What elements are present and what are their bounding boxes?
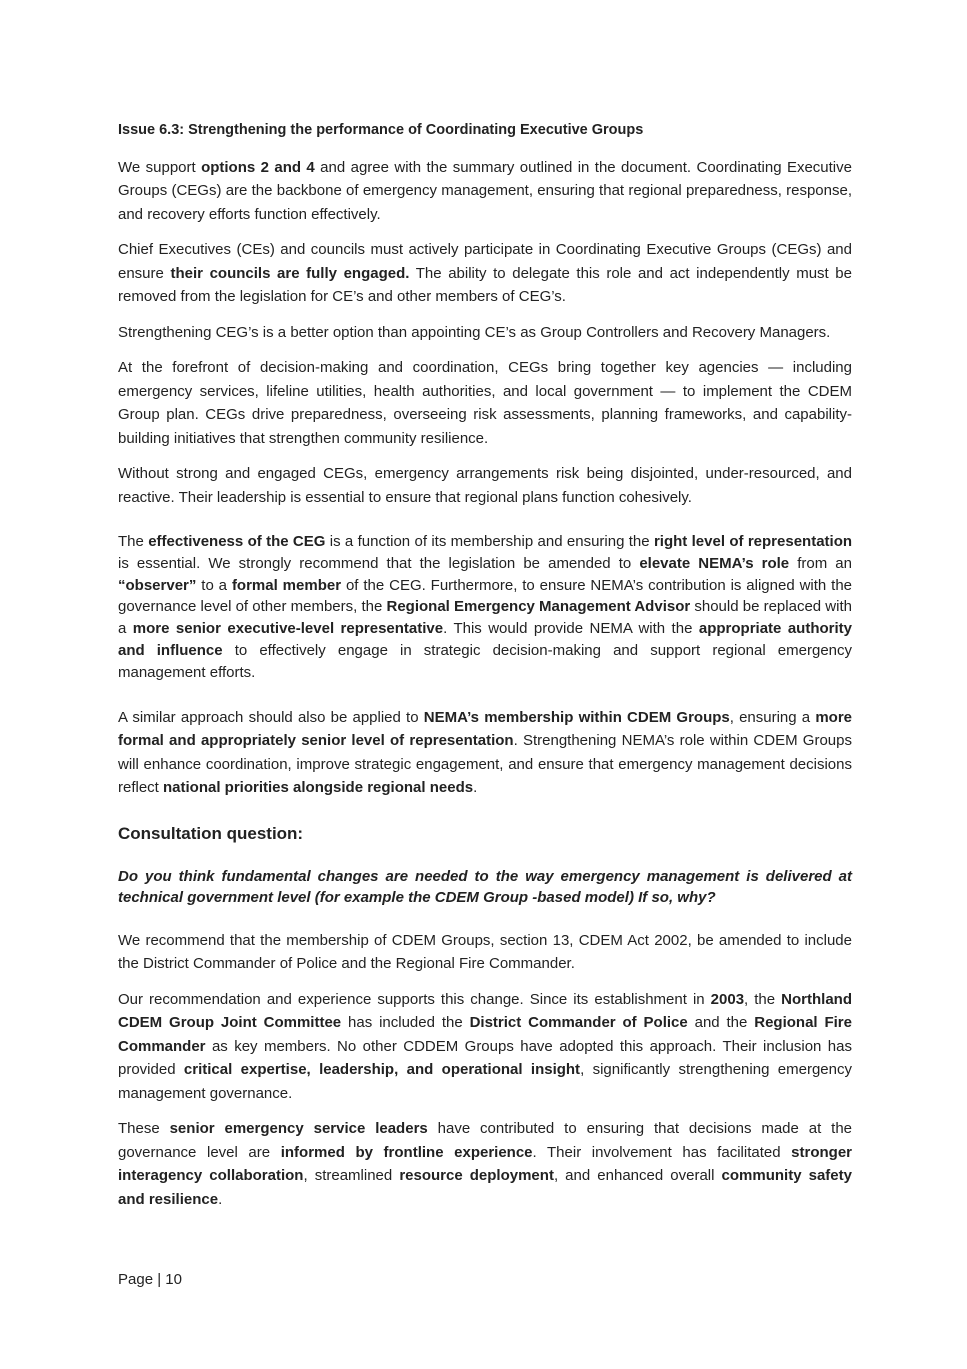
- bold-run: effectiveness of the CEG: [148, 533, 326, 550]
- text-run: , significantly strengthening emergency management governance.: [118, 1061, 852, 1102]
- text-run: . Strengthening NEMA’s role within CDEM Groups will enhance coordination, improve strategic engagement, and ensure that emergency management decisions reflect: [118, 732, 852, 797]
- bold-run: more formal and appropriately senior level of representation: [118, 708, 852, 750]
- text-run: . This would provide NEMA with the: [443, 620, 699, 638]
- text-run: has included the: [341, 1014, 470, 1032]
- bold-run: District Commander of Police: [469, 1014, 688, 1032]
- paragraph-without-strong-cegs: Without strong and engaged CEGs, emergency arrangements risk being disjointed, under-resourced, and reactive. Their leadership is essential to ensure that regional plans function cohesively.: [118, 465, 852, 506]
- text-run: as key members. No other CDDEM Groups have adopted this approach. Their inclusion has provided: [118, 1037, 852, 1079]
- text-run: These: [118, 1120, 170, 1138]
- text-run: The ability to delegate this role and act independently must be removed from the legislation for CE’s and other members of CEG’s.: [118, 264, 852, 305]
- text-run: , streamlined: [303, 1167, 400, 1185]
- bold-run: right level of representation: [653, 533, 853, 550]
- text-run: A similar approach should also be applied to: [118, 708, 424, 726]
- bold-run: resource deployment: [399, 1167, 554, 1185]
- text-run: should be replaced with a: [118, 598, 852, 638]
- paragraph-ceg-effectiveness: [118, 531, 852, 684]
- bold-run: stronger interagency collaboration: [118, 1143, 852, 1185]
- text-run: of the CEG. Furthermore, to ensure NEMA’s contribution is aligned with the governance level of other members, the: [118, 576, 853, 616]
- paragraph-senior-leaders: [118, 1117, 852, 1211]
- consultation-question: Do you think fundamental changes are needed to the way emergency management is delivered at technical government level (for example the CDEM Group -based model) If so, why?: [118, 867, 852, 907]
- bold-run: 2003: [710, 990, 745, 1008]
- paragraph-options-support: [118, 156, 852, 227]
- issue-heading: Issue 6.3: Strengthening the performance of Coordinating Executive Groups: [118, 122, 644, 138]
- paragraph-strengthening-ceg: Strengthening CEG’s is a better option than appointing CE’s as Group Controllers and Recovery Managers.: [118, 323, 831, 341]
- paragraph-recommendation: We recommend that the membership of CDEM Groups, section 13, CDEM Act 2002, be amended to include the District Commander of Police and the Regional Fire Commander.: [118, 931, 852, 973]
- page-number-footer: Page | 10: [118, 1271, 182, 1288]
- text-run: Our recommendation and experience supports this change. Since its establishment in: [118, 990, 711, 1008]
- text-run: to effectively engage in strategic decision-making and support regional emergency management efforts.: [118, 641, 852, 681]
- bold-run: more senior executive-level representative: [132, 620, 444, 638]
- text-run: We support: [118, 158, 202, 176]
- text-run: , the: [744, 990, 782, 1008]
- text-run: is a function of its membership and ensuring the: [325, 533, 654, 550]
- bold-run: Regional Fire Commander: [118, 1014, 852, 1055]
- bold-run: “observer”: [118, 576, 197, 594]
- bold-run: elevate NEMA’s role: [639, 554, 790, 572]
- bold-run: options 2 and 4: [201, 158, 315, 176]
- page-content: [118, 119, 852, 1211]
- bold-run: senior emergency service leaders: [169, 1120, 428, 1138]
- text-run: Chief Executives (CEs) and councils must actively participate in Coordinating Executive Groups (CEGs) and ensure: [118, 241, 852, 282]
- text-run: . Their involvement has facilitated: [532, 1143, 792, 1161]
- text-run: The: [118, 533, 149, 550]
- bold-run: Northland CDEM Group Joint Committee: [118, 990, 852, 1032]
- bold-run: critical expertise, leadership, and operational insight: [183, 1061, 581, 1079]
- text-run: is essential. We strongly recommend that the legislation be amended to: [118, 554, 640, 572]
- bold-run: national priorities alongside regional needs: [163, 779, 474, 797]
- bold-run: formal member: [231, 576, 342, 594]
- text-run: and the: [687, 1014, 755, 1032]
- text-run: have contributed to ensuring that decisions made at the governance level are: [118, 1120, 852, 1161]
- text-run: and agree with the summary outlined in the document. Coordinating Executive Groups (CEGs) are the backbone of emergency management, ensuring that regional preparedness, response, and recovery efforts function effectively.: [118, 158, 852, 223]
- text-run: , ensuring a: [729, 708, 816, 726]
- bold-run: Regional Emergency Management Advisor: [386, 598, 691, 616]
- paragraph-forefront: At the forefront of decision-making and coordination, CEGs bring together key agencies — including emergency services, lifeline utilities, health authorities, and local government — to implement the CDEM Group plan. CEGs drive preparedness, overseeing risk assessments, planning frameworks, and capability-building initiatives that strengthen community resilience.: [118, 359, 852, 447]
- bold-run: their councils are fully engaged.: [170, 264, 410, 282]
- text-run: to a: [196, 576, 232, 594]
- text-run: , and enhanced overall: [553, 1167, 722, 1185]
- bold-run: informed by frontline experience: [280, 1143, 533, 1161]
- paragraph-northland-experience: [118, 988, 852, 1106]
- paragraph-nema-membership: [118, 706, 852, 800]
- bold-run: appropriate authority and influence: [118, 620, 852, 659]
- text-run: .: [473, 779, 478, 797]
- text-run: .: [218, 1190, 223, 1208]
- consultation-heading: Consultation question:: [118, 823, 304, 843]
- bold-run: community safety and resilience: [118, 1167, 852, 1208]
- text-run: from an: [789, 554, 852, 572]
- paragraph-chief-executives: [118, 238, 852, 309]
- bold-run: NEMA’s membership within CDEM Groups: [423, 708, 730, 726]
